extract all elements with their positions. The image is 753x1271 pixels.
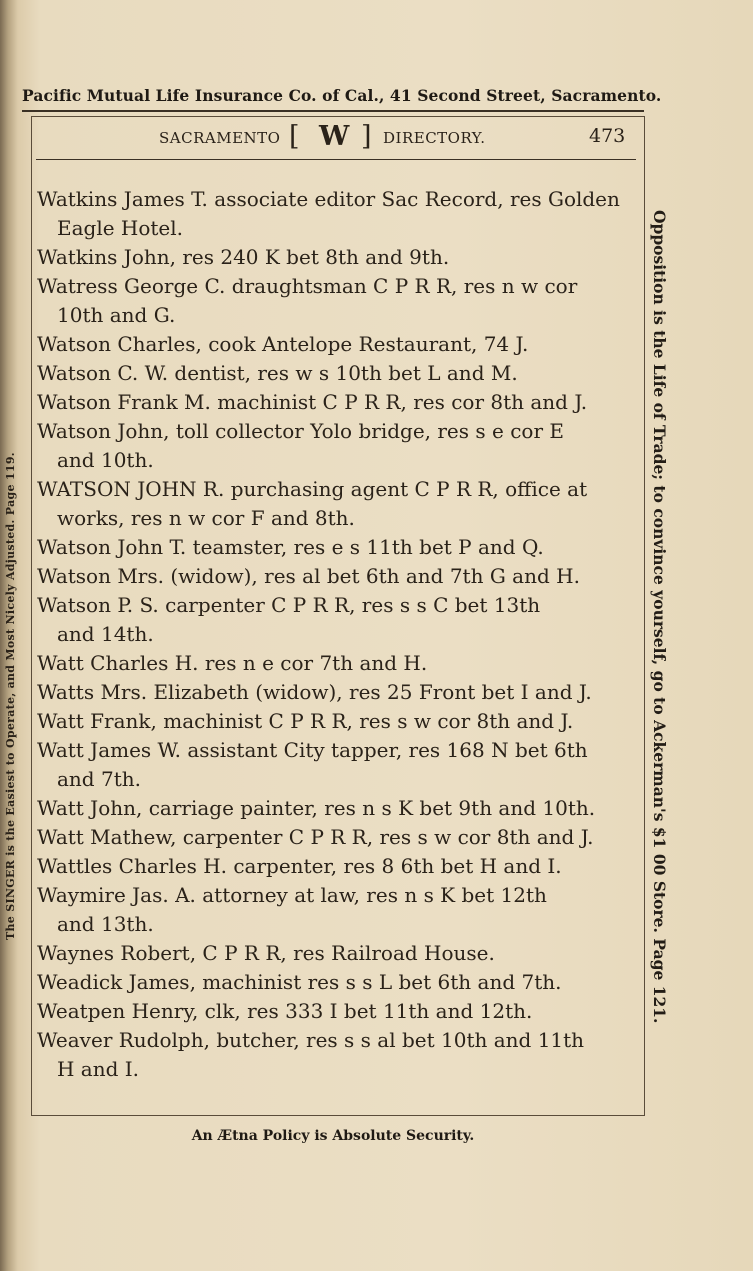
running-head-letter: W xyxy=(319,121,350,152)
entry-line: Weaver Rudolph, butcher, res s s al bet 10th and 11th xyxy=(37,1028,585,1052)
entry-line: Watson Charles, cook Antelope Restaurant, 74 J. xyxy=(37,332,529,356)
directory-entry xyxy=(37,939,637,968)
directory-entry xyxy=(37,997,637,1026)
entry-continuation-line: and 14th. xyxy=(57,622,154,646)
directory-entry xyxy=(37,707,637,736)
entry-line: Wattles Charles H. carpenter, res 8 6th bet H and I. xyxy=(37,854,562,878)
running-head-directory: DIRECTORY. xyxy=(383,129,486,147)
directory-entry xyxy=(37,417,637,475)
running-head xyxy=(31,119,643,157)
entry-continuation-line: and 7th. xyxy=(57,767,141,791)
directory-entry xyxy=(37,1026,637,1084)
directory-entry xyxy=(37,475,637,533)
bottom-advertisement: An Ætna Policy is Absolute Security. xyxy=(191,1128,475,1144)
entry-line: Watkins James T. associate editor Sac Record, res Golden xyxy=(37,187,620,211)
directory-entries xyxy=(37,185,637,1084)
entry-line: Watson Frank M. machinist C P R R, res cor 8th and J. xyxy=(37,390,588,414)
directory-entry xyxy=(37,272,637,330)
directory-entry xyxy=(37,330,637,359)
entry-line: Weadick James, machinist res s s L bet 6th and 7th. xyxy=(37,970,562,994)
directory-entry xyxy=(37,185,637,243)
directory-entry xyxy=(37,968,637,997)
left-margin-advertisement: The SINGER is the Easiest to Operate, and Most Nicely Adjusted. Page 119. xyxy=(4,452,17,940)
directory-entry xyxy=(37,562,637,591)
top-advertisement: Pacific Mutual Life Insurance Co. of Cal., 41 Second Street, Sacramento. xyxy=(22,86,662,105)
directory-entry xyxy=(37,852,637,881)
directory-entry xyxy=(37,678,637,707)
entry-continuation-line: Eagle Hotel. xyxy=(57,216,184,240)
entry-line: Waynes Robert, C P R R, res Railroad House. xyxy=(37,941,495,965)
right-margin-advertisement: Opposition is the Life of Trade; to convince yourself, go to Ackerman's $1 00 Store. Page 121. xyxy=(650,210,669,1024)
entry-line: Weatpen Henry, clk, res 333 I bet 11th and 12th. xyxy=(37,999,533,1023)
entry-line: Watson John, toll collector Yolo bridge, res s e cor E xyxy=(37,419,564,443)
entry-continuation-line: works, res n w cor F and 8th. xyxy=(57,506,355,530)
directory-entry xyxy=(37,359,637,388)
directory-entry xyxy=(37,533,637,562)
directory-entry xyxy=(37,736,637,794)
entry-line: Watt James W. assistant City tapper, res 168 N bet 6th xyxy=(37,738,588,762)
entry-continuation-line: and 10th. xyxy=(57,448,154,472)
entry-line: Watson John T. teamster, res e s 11th bet P and Q. xyxy=(37,535,544,559)
directory-entry xyxy=(37,591,637,649)
directory-entry xyxy=(37,794,637,823)
directory-entry xyxy=(37,649,637,678)
running-head-bracket-open: [ xyxy=(289,121,300,152)
entry-line: Watson Mrs. (widow), res al bet 6th and 7th G and H. xyxy=(37,564,580,588)
entry-line: Watt John, carriage painter, res n s K bet 9th and 10th. xyxy=(37,796,596,820)
entry-line: Watson P. S. carpenter C P R R, res s s C bet 13th xyxy=(37,593,541,617)
directory-entry xyxy=(37,388,637,417)
entry-line: Watress George C. draughtsman C P R R, res n w cor xyxy=(37,274,578,298)
running-head-bracket-close: ] xyxy=(361,121,372,152)
page-number: 473 xyxy=(589,125,626,147)
directory-entry xyxy=(37,881,637,939)
entry-line: WATSON JOHN R. purchasing agent C P R R, office at xyxy=(37,477,588,501)
entry-line: Watts Mrs. Elizabeth (widow), res 25 Front bet I and J. xyxy=(37,680,592,704)
entry-line: Waymire Jas. A. attorney at law, res n s K bet 12th xyxy=(37,883,547,907)
directory-entry xyxy=(37,243,637,272)
entry-continuation-line: H and I. xyxy=(57,1057,140,1081)
header-rule xyxy=(36,159,636,160)
entry-line: Watkins John, res 240 K bet 8th and 9th. xyxy=(37,245,450,269)
top-rule xyxy=(22,110,644,112)
entry-line: Watson C. W. dentist, res w s 10th bet L and M. xyxy=(37,361,518,385)
directory-entry xyxy=(37,823,637,852)
entry-continuation-line: 10th and G. xyxy=(57,303,176,327)
entry-line: Watt Charles H. res n e cor 7th and H. xyxy=(37,651,428,675)
entry-continuation-line: and 13th. xyxy=(57,912,154,936)
entry-line: Watt Frank, machinist C P R R, res s w cor 8th and J. xyxy=(37,709,574,733)
entry-line: Watt Mathew, carpenter C P R R, res s w cor 8th and J. xyxy=(37,825,594,849)
running-head-city: SACRAMENTO xyxy=(159,129,281,147)
